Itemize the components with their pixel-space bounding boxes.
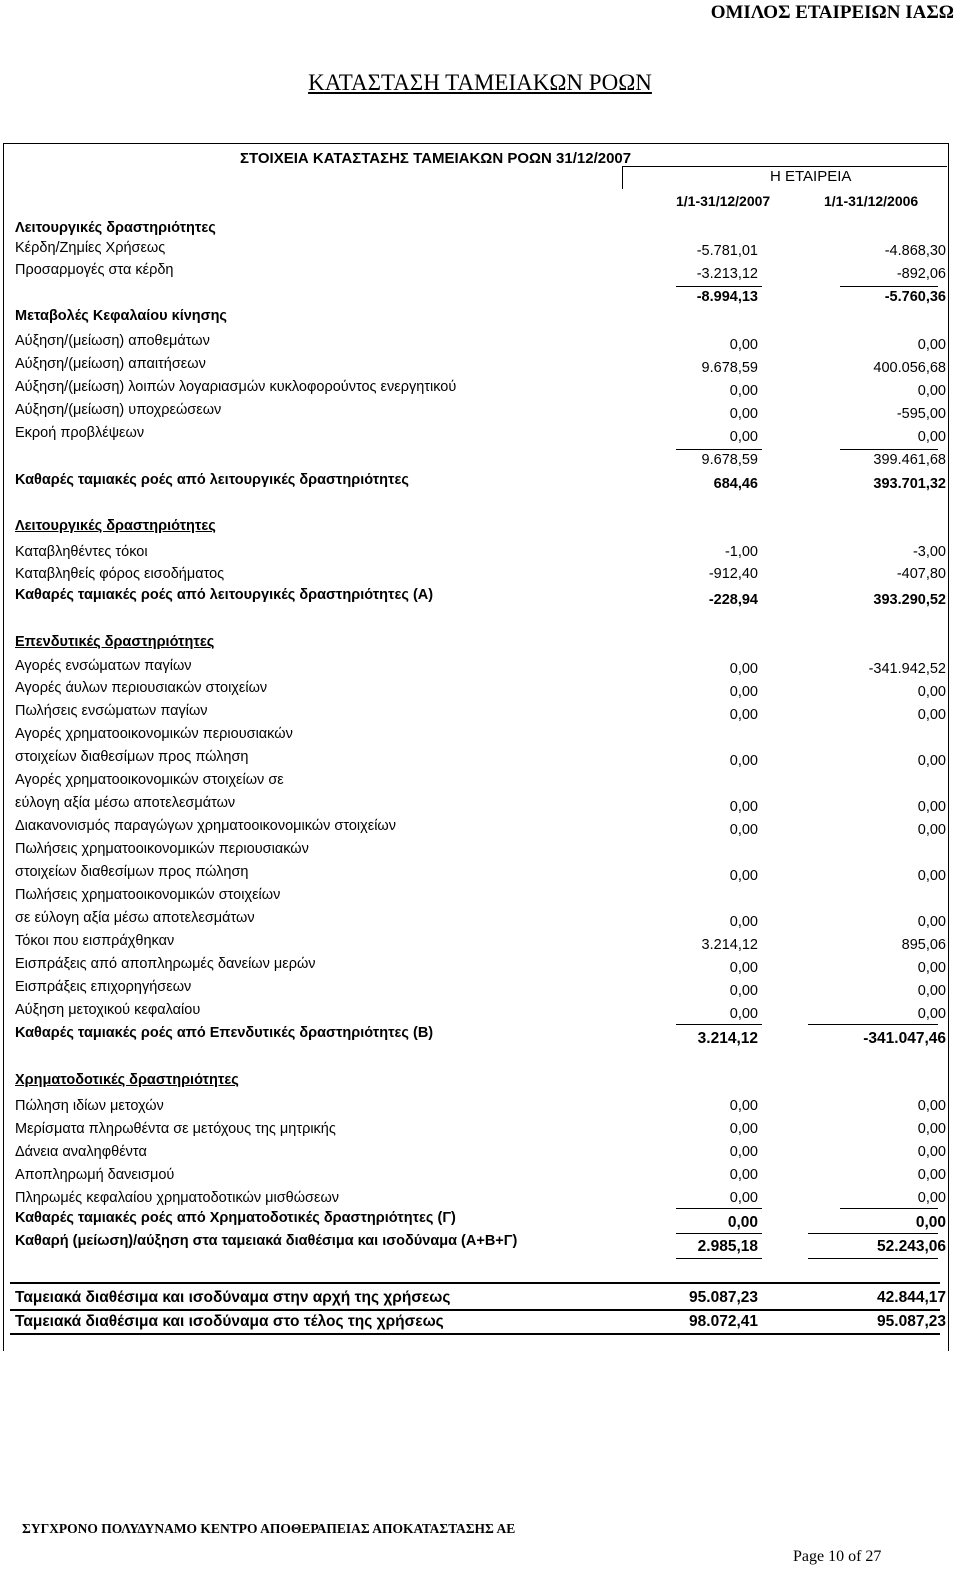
row-value-2006: 0,00 (917, 707, 946, 723)
row-label: σε εύλογη αξία μέσω αποτελεσμάτων (15, 910, 255, 926)
summary-bottom-rule (10, 1333, 940, 1335)
row-label: Αύξηση/(μείωση) λοιπών λογαριασμών κυκλοφορούντος ενεργητικού (15, 379, 457, 395)
row-total-label: Καθαρή (μείωση)/αύξηση στα ταμειακά διαθέσιμα και ισοδύναμα (Α+Β+Γ) (15, 1233, 518, 1249)
subtotal-rule (676, 286, 762, 287)
row-value-2007: 3.214,12 (701, 937, 758, 953)
summary-top-rule (10, 1282, 940, 1284)
row-value-2007: -8.994,13 (696, 289, 758, 305)
period-header-2006: 1/1-31/12/2006 (824, 193, 919, 209)
row-value-2007: 0,00 (729, 1144, 758, 1160)
row-value-2007: 0,00 (729, 684, 758, 700)
row-value-2006: -407,80 (896, 566, 946, 582)
row-label: Καταβληθέντες τόκοι (15, 544, 148, 560)
cash-end-2006: 95.087,23 (877, 1313, 946, 1330)
row-value-2006: 393.290,52 (873, 592, 946, 608)
row-value-2007: 2.985,18 (697, 1238, 758, 1255)
row-value-2007: 9.678,59 (701, 360, 758, 376)
row-value-2007: 0,00 (729, 1098, 758, 1114)
entity-header: Η ΕΤΑΙΡΕΙΑ (770, 168, 852, 185)
row-value-2007: 0,00 (729, 1121, 758, 1137)
row-value-2006: 0,00 (917, 1190, 946, 1206)
row-value-2007: -228,94 (708, 592, 758, 608)
row-value-2006: 0,00 (917, 383, 946, 399)
row-label: Πώληση ιδίων μετοχών (15, 1098, 164, 1114)
subtotal-rule (676, 1233, 762, 1234)
total-rule (808, 1258, 938, 1259)
company-name: ΟΜΙΛΟΣ ΕΤΑΙΡΕΙΩΝ ΙΑΣΩ (710, 2, 954, 23)
row-label: Εισπράξεις επιχορηγήσεων (15, 979, 192, 995)
row-value-2006: 0,00 (917, 429, 946, 445)
row-value-2007: -5.781,01 (696, 243, 758, 259)
row-value-2006: -595,00 (896, 406, 946, 422)
row-label: Αγορές άυλων περιουσιακών στοιχείων (15, 680, 268, 696)
section-working-capital: Μεταβολές Κεφαλαίου κίνησης (15, 308, 227, 324)
row-label: εύλογη αξία μέσω αποτελεσμάτων (15, 795, 236, 811)
row-value-2006: 0,00 (917, 1098, 946, 1114)
row-label: Εκροή προβλέψεων (15, 425, 145, 441)
row-value-2006: 52.243,06 (877, 1238, 946, 1255)
page-number: Page 10 of 27 (793, 1548, 882, 1565)
row-value-2006: 399.461,68 (873, 452, 946, 468)
row-value-2007: 0,00 (729, 406, 758, 422)
row-value-2006: 0,00 (917, 960, 946, 976)
period-header-2007: 1/1-31/12/2007 (676, 193, 771, 209)
row-value-2007: 0,00 (729, 799, 758, 815)
row-value-2006: 895,06 (901, 937, 946, 953)
row-label: Αύξηση/(μείωση) αποθεμάτων (15, 333, 210, 349)
subtotal-rule (840, 286, 938, 287)
row-value-2007: 3.214,12 (697, 1030, 758, 1047)
row-label: Πωλήσεις χρηματοοικονομικών στοιχείων (15, 887, 281, 903)
row-value-2007: 0,00 (729, 337, 758, 353)
row-label: Αγορές ενσώματων παγίων (15, 658, 192, 674)
cash-begin-2007: 95.087,23 (689, 1289, 758, 1306)
row-label: Προσαρμογές στα κέρδη (15, 262, 174, 278)
row-label: Πωλήσεις χρηματοοικονομικών περιουσιακών (15, 841, 309, 857)
row-value-2006: 0,00 (917, 914, 946, 930)
subtotal-rule (676, 1024, 762, 1025)
row-value-2007: -912,40 (708, 566, 758, 582)
row-value-2007: 684,46 (713, 476, 758, 492)
row-value-2006: 0,00 (917, 868, 946, 884)
row-value-2007: 0,00 (727, 1214, 758, 1231)
cash-end-label: Ταμειακά διαθέσιμα και ισοδύναμα στο τέλος της χρήσεως (15, 1313, 444, 1330)
row-value-2007: 0,00 (729, 960, 758, 976)
row-total-label: Καθαρές ταμιακές ροές από λειτουργικές δραστηριότητες (Α) (15, 587, 434, 603)
subtotal-rule (808, 1233, 938, 1234)
row-value-2006: 0,00 (917, 337, 946, 353)
row-total-label: Καθαρές ταμιακές ροές από Επενδυτικές δραστηριότητες (Β) (15, 1025, 434, 1041)
statement-title: ΣΤΟΙΧΕΙΑ ΚΑΤΑΣΤΑΣΗΣ ΤΑΜΕΙΑΚΩΝ ΡΟΩΝ 31/12/2007 (240, 150, 632, 167)
row-value-2006: -341.047,46 (863, 1030, 946, 1047)
row-value-2006: 0,00 (917, 1167, 946, 1183)
subtotal-rule (808, 1024, 938, 1025)
subtotal-rule (840, 449, 938, 450)
row-value-2007: 0,00 (729, 914, 758, 930)
row-value-2007: 0,00 (729, 753, 758, 769)
row-label: στοιχείων διαθεσίμων προς πώληση (15, 864, 249, 880)
row-label: Αύξηση/(μείωση) απαιτήσεων (15, 356, 206, 372)
section-financing: Χρηματοδοτικές δραστηριότητες (15, 1072, 239, 1088)
row-value-2006: 0,00 (917, 684, 946, 700)
row-label: Διακανονισμός παραγώγων χρηματοοικονομικών στοιχείων (15, 818, 397, 834)
subtotal-rule (676, 1208, 762, 1209)
row-value-2007: 0,00 (729, 707, 758, 723)
row-value-2006: 393.701,32 (873, 476, 946, 492)
row-value-2007: 0,00 (729, 983, 758, 999)
row-value-2006: -4.868,30 (884, 243, 946, 259)
row-value-2007: 0,00 (729, 1006, 758, 1022)
row-label: Αγορές χρηματοοικονομικών στοιχείων σε (15, 772, 284, 788)
subtotal-rule (676, 449, 762, 450)
cash-end-2007: 98.072,41 (689, 1313, 758, 1330)
row-value-2006: 0,00 (915, 1214, 946, 1231)
row-label: Καταβληθείς φόρος εισοδήματος (15, 566, 225, 582)
row-total-label: Καθαρές ταμιακές ροές από λειτουργικές δραστηριότητες (15, 472, 409, 488)
cash-begin-2006: 42.844,17 (877, 1289, 946, 1306)
row-value-2006: 0,00 (917, 983, 946, 999)
summary-mid-rule (10, 1309, 940, 1311)
row-value-2007: -3.213,12 (696, 266, 758, 282)
row-label: Δάνεια αναληφθέντα (15, 1144, 147, 1160)
row-value-2007: -1,00 (724, 544, 758, 560)
row-value-2007: 0,00 (729, 822, 758, 838)
row-label: Αύξηση/(μείωση) υποχρεώσεων (15, 402, 222, 418)
section-operating: Λειτουργικές δραστηριότητες (15, 220, 216, 236)
row-label: Πληρωμές κεφαλαίου χρηματοδοτικών μισθώσεων (15, 1190, 340, 1206)
row-total-label: Καθαρές ταμιακές ροές από Χρηματοδοτικές δραστηριότητες (Γ) (15, 1210, 456, 1226)
row-value-2007: 9.678,59 (701, 452, 758, 468)
row-label: Κέρδη/Ζημίες Χρήσεως (15, 240, 166, 256)
row-value-2007: 0,00 (729, 429, 758, 445)
row-label: Αποπληρωμή δανεισμού (15, 1167, 175, 1183)
row-value-2007: 0,00 (729, 868, 758, 884)
row-label: Αγορές χρηματοοικονομικών περιουσιακών (15, 726, 293, 742)
row-value-2006: 0,00 (917, 1144, 946, 1160)
row-value-2006: -5.760,36 (884, 289, 946, 305)
cash-begin-label: Ταμειακά διαθέσιμα και ισοδύναμα στην αρχή της χρήσεως (15, 1289, 451, 1306)
row-value-2006: 400.056,68 (873, 360, 946, 376)
row-value-2006: 0,00 (917, 753, 946, 769)
row-label: Τόκοι που εισπράχθηκαν (15, 933, 175, 949)
row-value-2006: -3,00 (912, 544, 946, 560)
page-title: ΚΑΤΑΣΤΑΣΗ ΤΑΜΕΙΑΚΩΝ ΡΟΩΝ (308, 70, 652, 95)
row-label: Εισπράξεις από αποπληρωμές δανείων μερών (15, 956, 316, 972)
row-label: Μερίσματα πληρωθέντα σε μετόχους της μητρικής (15, 1121, 336, 1137)
row-value-2006: 0,00 (917, 1006, 946, 1022)
subtotal-rule (840, 1208, 938, 1209)
row-value-2007: 0,00 (729, 383, 758, 399)
row-value-2006: 0,00 (917, 1121, 946, 1137)
row-value-2006: -892,06 (896, 266, 946, 282)
section-operating-2: Λειτουργικές δραστηριότητες (15, 518, 216, 534)
footer-organization: ΣΥΓΧΡΟΝΟ ΠΟΛΥΔΥΝΑΜΟ ΚΕΝΤΡΟ ΑΠΟΘΕΡΑΠΕΙΑΣ ΑΠΟΚΑΤΑΣΤΑΣΗΣ ΑΕ (22, 1521, 516, 1536)
row-value-2006: -341.942,52 (868, 661, 946, 677)
row-label: Αύξηση μετοχικού κεφαλαίου (15, 1002, 201, 1018)
row-value-2006: 0,00 (917, 799, 946, 815)
row-value-2007: 0,00 (729, 661, 758, 677)
row-value-2007: 0,00 (729, 1190, 758, 1206)
row-value-2007: 0,00 (729, 1167, 758, 1183)
section-investing: Επενδυτικές δραστηριότητες (15, 634, 215, 650)
total-rule (676, 1258, 762, 1259)
row-value-2006: 0,00 (917, 822, 946, 838)
row-label: στοιχείων διαθεσίμων προς πώληση (15, 749, 249, 765)
row-label: Πωλήσεις ενσώματων παγίων (15, 703, 208, 719)
